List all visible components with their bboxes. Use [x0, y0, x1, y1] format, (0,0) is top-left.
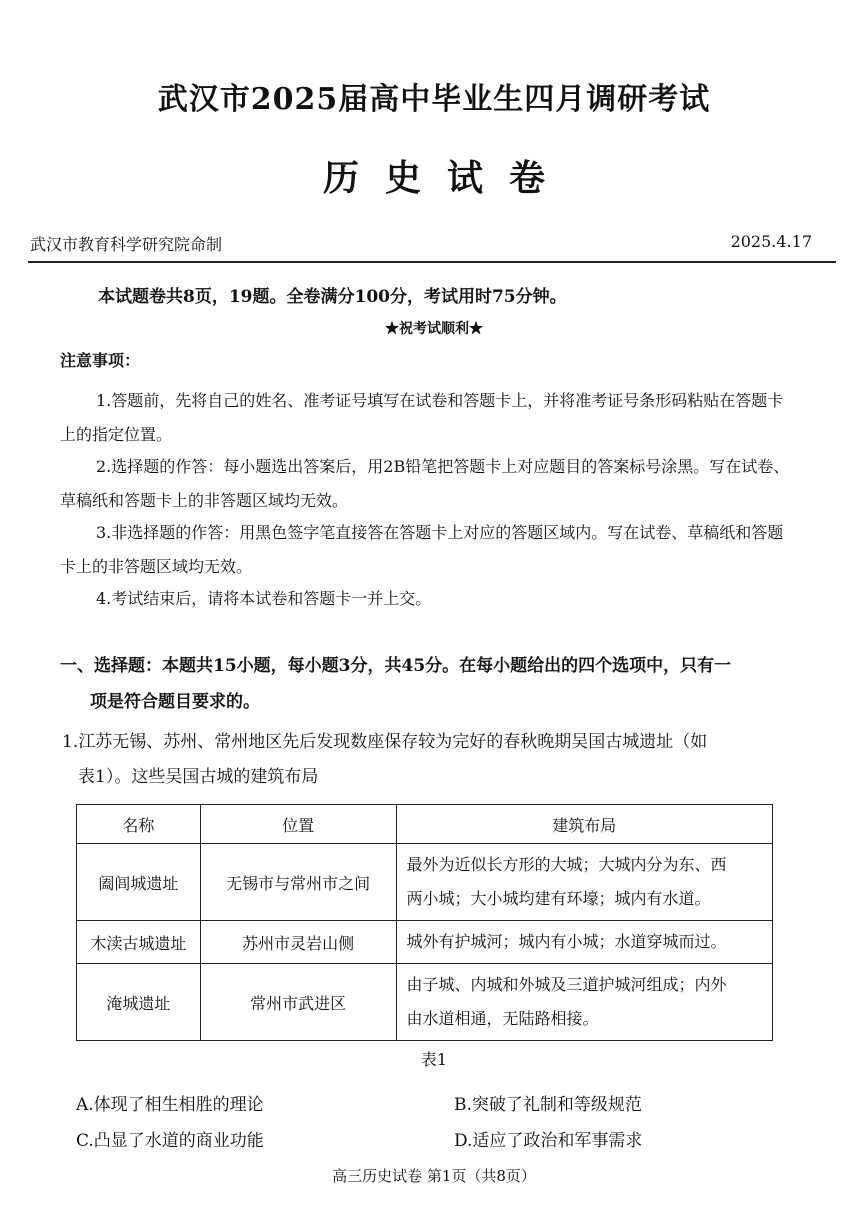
option-d: D.适应了政治和军事需求 — [454, 1131, 643, 1151]
site-layout-line: 最外为近似长方形的大城；大城内分为东、西 — [406, 855, 727, 874]
page-footer: 高三历史试卷 第1页（共8页） — [332, 1167, 536, 1185]
notice-heading: 注意事项： — [60, 351, 141, 370]
header-rule — [28, 261, 836, 263]
option-c: C.凸显了水道的商业功能 — [76, 1131, 264, 1151]
issuing-organization: 武汉市教育科学研究院命制 — [30, 235, 223, 254]
question-table — [76, 804, 773, 1041]
question-stem: 1.江苏无锡、苏州、常州地区先后发现数座保存较为完好的春秋晚期吴国古城遗址（如 — [62, 732, 708, 752]
site-location: 无锡市与常州市之间 — [200, 844, 396, 921]
exam-date: 2025.4.17 — [730, 232, 812, 251]
notice-item: 1.答题前，先将自己的姓名、准考证号填写在试卷和答题卡上，并将准考证号条形码粘贴在答题卡上的指定位置。 — [60, 391, 784, 444]
site-name: 木渎古城遗址 — [77, 921, 201, 964]
site-name: 阖闾城遗址 — [77, 844, 201, 921]
column-header: 名称 — [77, 805, 201, 844]
section-heading: 一、选择题：本题共15小题，每小题3分，共45分。在每小题给出的四个选项中，只有一 — [60, 656, 732, 676]
site-layout — [396, 921, 772, 964]
exam-title: 武汉市2025届高中毕业生四月调研考试 — [157, 82, 711, 117]
question-stem-cont: 表1）。这些吴国古城的建筑布局 — [78, 767, 319, 787]
column-header: 建筑布局 — [396, 805, 772, 844]
option-a: A.体现了相生相胜的理论 — [76, 1095, 264, 1115]
site-layout-line: 由水道相通，无陆路相接。 — [406, 1009, 599, 1028]
site-name: 淹城遗址 — [77, 964, 201, 1041]
site-layout — [396, 844, 772, 921]
good-luck-banner: ★祝考试顺利★ — [385, 321, 483, 337]
table-header-row — [77, 805, 773, 844]
column-header: 位置 — [200, 805, 396, 844]
table-caption: 表1 — [420, 1050, 448, 1069]
subject-title: 历史试卷 — [322, 157, 571, 199]
notice-item: 4.考试结束后，请将本试卷和答题卡一并上交。 — [96, 589, 432, 608]
section-heading-cont: 项是符合题目要求的。 — [90, 692, 260, 712]
table-row — [77, 844, 773, 921]
site-layout-line: 两小城；大小城均建有环壕；城内有水道。 — [406, 889, 711, 908]
site-layout — [396, 964, 772, 1041]
site-layout-line: 由子城、内城和外城及三道护城河组成；内外 — [406, 975, 727, 994]
table-row — [77, 964, 773, 1041]
table-row — [77, 921, 773, 964]
site-layout-line: 城外有护城河；城内有小城；水道穿城而过。 — [406, 932, 727, 951]
site-location: 常州市武进区 — [200, 964, 396, 1041]
notice-item: 2.选择题的作答：每小题选出答案后，用2B铅笔把答题卡上对应题目的答案标号涂黑。写在试卷、草稿纸和答题卡上的非答题区域均无效。 — [60, 457, 790, 510]
site-location: 苏州市灵岩山侧 — [200, 921, 396, 964]
option-b: B.突破了礼制和等级规范 — [454, 1095, 642, 1115]
exam-intro: 本试题卷共8页，19题。全卷满分100分，考试用时75分钟。 — [98, 287, 567, 307]
notice-item: 3.非选择题的作答：用黑色签字笔直接答在答题卡上对应的答题区域内。写在试卷、草稿纸和答题卡上的非答题区域均无效。 — [60, 523, 784, 576]
